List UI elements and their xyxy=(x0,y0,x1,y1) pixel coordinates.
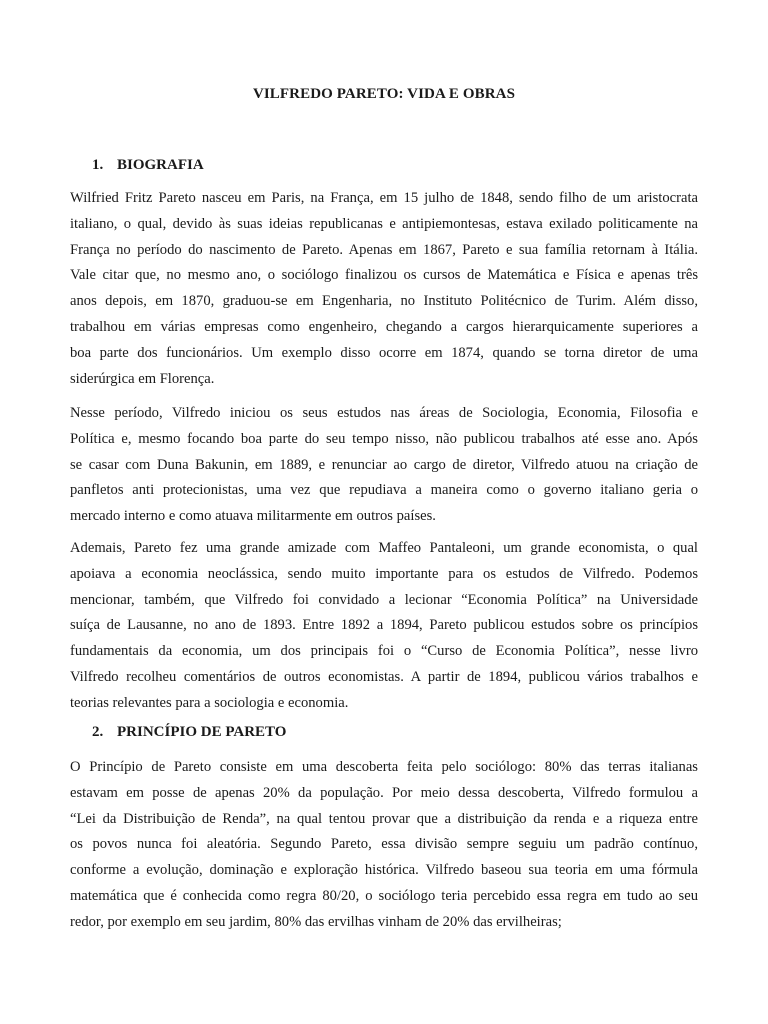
paragraph-line: O Princípio de Pareto consiste em uma descoberta feita pelo sociólogo: 80% das terras italianas xyxy=(70,759,698,775)
paragraph-line: se casar com Duna Bakunin, em 1889, e renunciar ao cargo de diretor, Vilfredo atuou na criação de xyxy=(70,456,698,473)
paragraph xyxy=(70,755,698,936)
paragraph xyxy=(70,186,698,392)
paragraph xyxy=(70,401,698,530)
paragraph-line: apoiava a economia neoclássica, sendo muito importante para os estudos de Vilfredo. Podemos xyxy=(70,565,698,582)
paragraph-line: matemática que é conhecida como regra 80/20, o sociólogo teria percebido essa regra em tudo ao seu xyxy=(70,887,698,904)
paragraph-line: mercado interno e como atuava militarmente em outros países. xyxy=(70,508,436,525)
document-title: VILFREDO PARETO: VIDA E OBRAS xyxy=(252,86,516,102)
section-heading-principio-de-pareto xyxy=(92,724,286,741)
paragraph-line: Vilfredo recolheu comentários de outros economistas. A partir de 1894, publicou vários trabalhos e xyxy=(70,668,698,685)
paragraph-line: teorias relevantes para a sociologia e economia. xyxy=(70,694,349,711)
paragraph xyxy=(70,536,698,717)
paragraph-line: panfletos anti protecionistas, uma vez que repudiava a maneira como o governo italiano geria o xyxy=(70,482,698,499)
paragraph-line: França no período do nascimento de Pareto. Apenas em 1867, Pareto e sua família retornam à Itália. xyxy=(70,241,698,258)
section-heading-biografia xyxy=(92,157,204,174)
paragraph-line: italiano, o qual, devido às suas ideias republicanas e antipiemontesas, estava exilado politicamente na xyxy=(70,215,698,232)
section-number: 2. xyxy=(92,724,104,740)
paragraph-line: Wilfried Fritz Pareto nasceu em Paris, na França, em 15 julho de 1848, sendo filho de um aristocrata xyxy=(70,190,698,206)
paragraph-line: os povos nunca foi aleatória. Segundo Pareto, essa divisão sempre seguiu um padrão contínuo, xyxy=(70,836,698,853)
paragraph-line: conforme a evolução, dominação e exploração histórica. Vilfredo baseou sua teoria em uma fórmula xyxy=(70,862,698,879)
paragraph-line: Vale citar que, no mesmo ano, o sociólogo finalizou os cursos de Matemática e Física e apenas três xyxy=(70,267,698,284)
paragraph-line: suíça de Lausanne, no ano de 1893. Entre 1892 a 1894, Pareto publicou estudos sobre os princípios xyxy=(70,617,698,634)
paragraph-line: “Lei da Distribuição de Renda”, na qual tentou provar que a distribuição da renda e a riqueza entre xyxy=(70,810,698,827)
paragraph-line: fundamentais da economia, um dos principais foi o “Curso de Economia Política”, nesse livro xyxy=(70,643,698,660)
paragraph-line: siderúrgica em Florença. xyxy=(70,370,215,387)
paragraph-line: Ademais, Pareto fez uma grande amizade com Maffeo Pantaleoni, um grande economista, o qual xyxy=(70,540,698,556)
paragraph-line: redor, por exemplo em seu jardim, 80% das ervilhas vinham de 20% das ervilheiras; xyxy=(70,913,562,930)
paragraph-line: Nesse período, Vilfredo iniciou os seus estudos nas áreas de Sociologia, Economia, Filosofia e xyxy=(70,405,698,421)
paragraph-line: estavam em posse de apenas 20% da população. Por meio dessa descoberta, Vilfredo formulou a xyxy=(70,784,698,801)
paragraph-line: mencionar, também, que Vilfredo foi convidado a lecionar “Economia Política” na Universidade xyxy=(70,591,698,608)
section-number: 1. xyxy=(92,157,104,173)
paragraph-line: Política e, mesmo focando boa parte do seu tempo nisso, não publicou trabalhos até esse ano. Após xyxy=(70,430,698,447)
paragraph-line: anos depois, em 1870, graduou-se em Engenharia, no Instituto Politécnico de Turim. Além disso, xyxy=(70,293,698,310)
paragraph-line: boa parte dos funcionários. Um exemplo disso ocorre em 1874, quando se torna diretor de uma xyxy=(70,344,698,361)
section-title: BIOGRAFIA xyxy=(117,157,204,173)
paragraph-line: trabalhou em várias empresas como engenheiro, chegando a cargos hierarquicamente superiores a xyxy=(70,318,698,335)
section-title: PRINCÍPIO DE PARETO xyxy=(117,724,287,740)
